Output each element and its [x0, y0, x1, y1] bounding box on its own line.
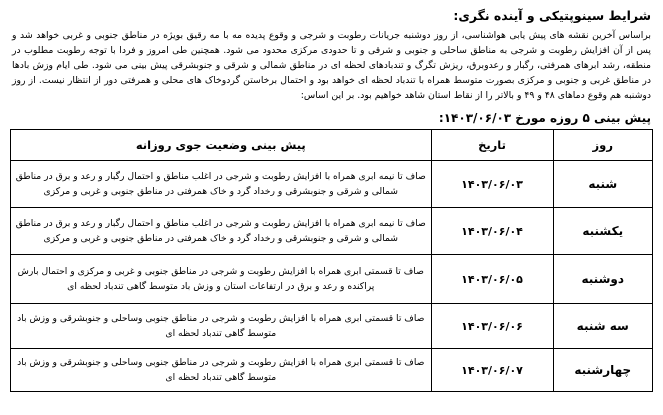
table-row	[11, 255, 653, 304]
table-row	[11, 304, 653, 349]
forecast-heading: پیش بینی ۵ روزه مورخ ۱۴۰۳/۰۶/۰۳:	[438, 111, 651, 126]
cell-description: صاف تا قسمتی ابری همراه با افزایش رطوبت و شرجی در مناطق جنوبی وساحلی و جنوبشرقی و وزش باد متوسط گاهی تندباد لحظه ای	[11, 349, 432, 392]
cell-day: شنبه	[553, 161, 653, 208]
cell-date: ۱۴۰۳/۰۶/۰۴	[431, 208, 553, 255]
cell-description: صاف تا نیمه ابری همراه با افزایش رطوبت و شرجی در اغلب مناطق و احتمال رگبار و رعد و برق در مناطق شمالی و شرقی و جنوبشرقی و رخداد گرد و خاک همرفتی در مناطق جنوبی و غربی و مرکزی	[11, 161, 432, 208]
table-body	[11, 161, 653, 392]
cell-day: سه شنبه	[553, 304, 653, 349]
column-header-day: روز	[553, 130, 653, 161]
cell-description: صاف تا نیمه ابری همراه با افزایش رطوبت و شرجی در اغلب مناطق و احتمال رگبار و رعد و برق در مناطق شمالی و شرقی و جنوبشرقی و رخداد گرد و خاک همرفتی در مناطق جنوبی و غربی و مرکزی	[11, 208, 432, 255]
cell-day: دوشنبه	[553, 255, 653, 304]
column-header-description: پیش بینی وضعیت جوی روزانه	[11, 130, 432, 161]
cell-date: ۱۴۰۳/۰۶/۰۷	[431, 349, 553, 392]
forecast-table	[10, 129, 653, 392]
cell-date: ۱۴۰۳/۰۶/۰۶	[431, 304, 553, 349]
table-row	[11, 208, 653, 255]
table-row	[11, 161, 653, 208]
column-header-date: تاریخ	[431, 130, 553, 161]
cell-description: صاف تا قسمتی ابری همراه با افزایش رطوبت و شرجی در مناطق جنوبی وساحلی و جنوبشرقی و وزش باد متوسط گاهی تندباد لحظه ای	[11, 304, 432, 349]
cell-date: ۱۴۰۳/۰۶/۰۵	[431, 255, 553, 304]
cell-date: ۱۴۰۳/۰۶/۰۳	[431, 161, 553, 208]
cell-day: یکشنبه	[553, 208, 653, 255]
page-title: شرایط سینوپتیکی و آینده نگری:	[453, 8, 651, 23]
cell-description: صاف تا قسمتی ابری همراه با افزایش رطوبت و شرجی در مناطق جنوبی و غربی و مرکزی و احتمال بارش پراکنده و رعد و برق در ارتفاعات استان و وزش باد متوسط گاهی تندباد لحظه ای	[11, 255, 432, 304]
table-row	[11, 349, 653, 392]
cell-day: چهارشنبه	[553, 349, 653, 392]
table-header	[11, 130, 653, 161]
table-header-row	[11, 130, 653, 161]
intro-paragraph: براساس آخرین نقشه های پیش یابی هواشناسی، از روز دوشنبه جریانات رطوبت و شرجی و وقوع پدیده مه با مه رقیق بویژه در مناطق جنوبی و غربی خواهد شد و پس از آن افزایش رطوبت و شرجی به مناطق ساحلی و جنوبی و شرقی و تا حدودی مرکزی محدود می شود. همچنین طی امروز و فردا با توجه رطوبت مطلوب در منطقه، رشد ابرهای همرفتی، رگبار و رعدوبرق، ریزش تگرگ و تندبادهای لحظه ای در مناطق شمالی و شرقی و جنوبشرقی پیش بینی می شود. طی ایام وزش بادها در مناطق غربی و جنوبی و مرکزی بصورت متوسط همراه با تندباد لحظه ای خواهد بود و احتمال برخاستن گردوخاک های محلی و همرفتی دور از انتظار نیست. از روز دوشنبه هم وقوع دماهای ۴۸ و ۴۹ و بالاتر را از نقاط استان شاهد خواهیم بود. بر این اساس:	[12, 30, 651, 102]
